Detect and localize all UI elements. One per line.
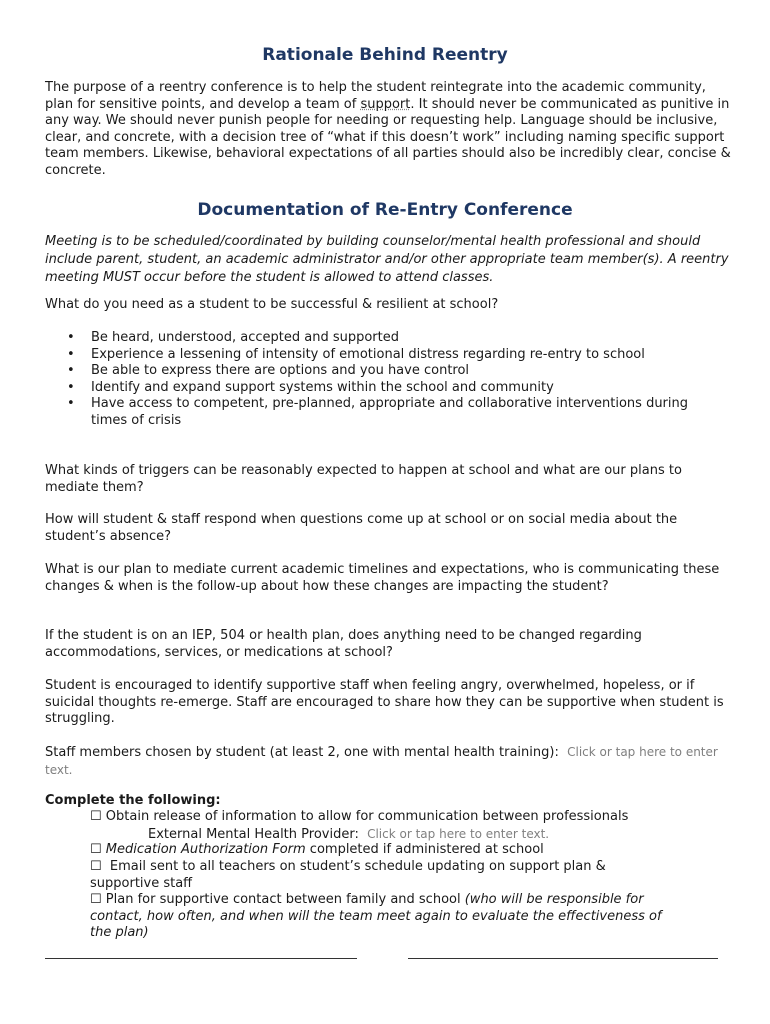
rationale-text-2: . It should never be communicated as punitive in any way. We should never punish people for needing or requesting help. Language should be inclusive, clear, and concrete, with a decision tree of “what if this doesn’t work” including naming specific support team members. Likewise, behavioral expectations of all parties should also be incredibly clear, concise & concrete. — [45, 96, 731, 178]
provider-label: External Mental Health Provider: — [148, 827, 359, 842]
checkbox-icon[interactable]: ☐ — [90, 809, 102, 824]
item-email-label: Email sent to all teachers on student’s schedule updating on support plan & supportive staff — [90, 859, 606, 891]
list-item: • Be able to express there are options and you have control — [45, 363, 695, 380]
provider-input[interactable]: Click or tap here to enter text. — [367, 827, 550, 841]
question-iep: If the student is on an IEP, 504 or health plan, does anything need to be changed regarding accommodations, services, or medications at school? — [45, 628, 642, 660]
rationale-title: Rationale Behind Reentry — [262, 45, 508, 65]
documentation-intro: Meeting is to be scheduled/coordinated by building counselor/mental health professional and should include parent, student, an academic administrator and/or other appropriate team member(s). A reentry meeting MUST occur before the student is allowed to attend classes. — [45, 234, 729, 285]
staff-members-field — [45, 744, 735, 779]
complete-heading: Complete the following: — [45, 793, 221, 808]
encourage-paragraph: Student is encouraged to identify supportive staff when feeling angry, overwhelmed, hopeless, or if suicidal thoughts re-emerge. Staff are encouraged to share how they can be supportive when student is struggling. — [45, 678, 724, 726]
staff-members-label: Staff members chosen by student (at least 2, one with mental health training): — [45, 745, 559, 760]
checklist-item-plan — [90, 892, 670, 942]
checkbox-icon[interactable]: ☐ — [90, 859, 102, 874]
question-triggers: What kinds of triggers can be reasonably expected to happen at school and what are our plans to mediate them? — [45, 463, 682, 495]
item-plan-label: Plan for supportive contact between family and school — [105, 892, 465, 907]
item-release-label: Obtain release of information to allow for communication between professionals — [105, 809, 629, 824]
list-item: • Be heard, understood, accepted and supported — [45, 330, 695, 347]
question-social-media: How will student & staff respond when questions come up at school or on social media about the student’s absence? — [45, 512, 678, 544]
checklist-item-email — [90, 859, 650, 892]
provider-field — [148, 826, 738, 844]
staff-members-input[interactable]: Click or tap here to enter text. — [45, 745, 718, 777]
checkbox-icon[interactable]: ☐ — [90, 892, 102, 907]
needs-list — [45, 330, 695, 429]
question-success: What do you need as a student to be successful & resilient at school? — [45, 297, 499, 312]
documentation-title: Documentation of Re-Entry Conference — [197, 200, 573, 220]
signature-line-left — [45, 958, 357, 959]
list-item: • Have access to competent, pre-planned, appropriate and collaborative interventions during times of crisis — [45, 396, 695, 429]
list-item: • Experience a lessening of intensity of emotional distress regarding re-entry to school — [45, 347, 695, 364]
item-medication-label: completed if administered at school — [305, 842, 544, 857]
rationale-paragraph — [45, 80, 735, 179]
checkbox-icon[interactable]: ☐ — [90, 842, 102, 857]
item-plan-note: (who will be responsible for contact, how often, and when will the team meet again to evaluate the effectiveness of the plan) — [90, 892, 662, 940]
checklist-item-medication — [90, 842, 740, 859]
question-academic: What is our plan to mediate current academic timelines and expectations, who is communicating these changes & when is the follow-up about how these changes are impacting the student? — [45, 562, 720, 594]
signature-line-right — [408, 958, 718, 959]
checklist-item-release — [90, 809, 740, 826]
support-word: support — [360, 96, 411, 112]
medication-form-name: Medication Authorization Form — [105, 842, 306, 857]
list-item: • Identify and expand support systems within the school and community — [45, 380, 695, 397]
rationale-text-1: The purpose of a reentry conference is to help the student reintegrate into the academic community, plan for sensitive points, and develop a team of — [45, 80, 706, 112]
